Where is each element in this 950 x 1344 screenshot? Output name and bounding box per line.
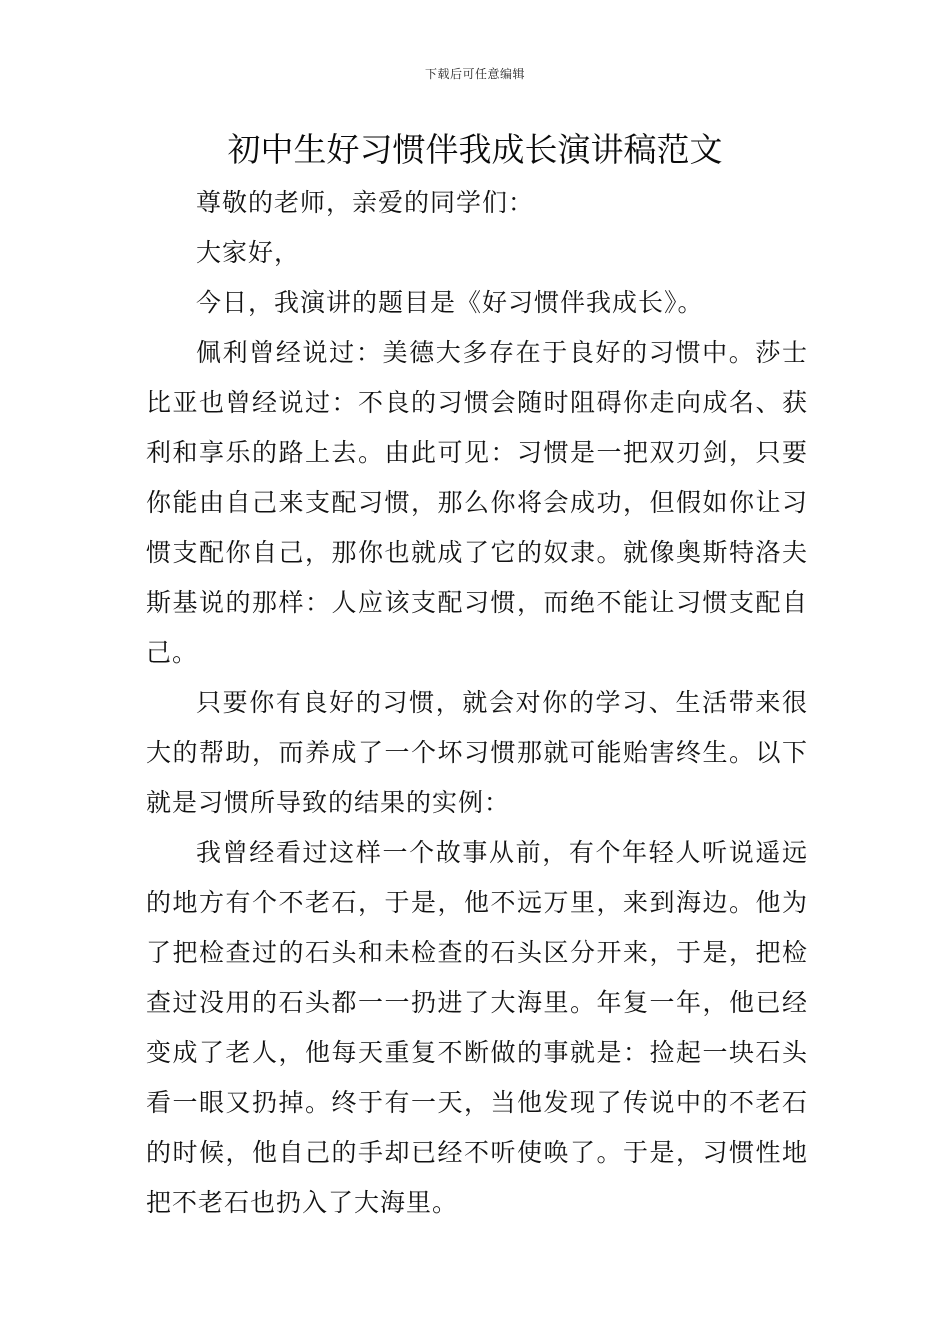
habit-benefit-paragraph: 只要你有良好的习惯，就会对你的学习、生活带来很大的帮助，而养成了一个坏习惯那就可能贻害终生。以下就是习惯所导致的结果的实例： (146, 688, 808, 817)
topic-paragraph: 今日，我演讲的题目是《好习惯伴我成长》。 (196, 288, 704, 317)
story-paragraph: 我曾经看过这样一个故事从前，有个年轻人听说遥远的地方有个不老石，于是，他不远万里，来到海边。他为了把检查过的石头和未检查的石头区分开来，于是，把检查过没用的石头都一一扔进了大海里。年复一年，他已经变成了老人，他每天重复不断做的事就是：捡起一块石头看一眼又扔掉。终于有一天，当他发现了传说中的不老石的时候，他自己的手却已经不听使唤了。于是，习惯性地把不老石也扔入了大海里。 (146, 838, 808, 1217)
quote-paragraph: 佩利曾经说过：美德大多存在于良好的习惯中。莎士比亚也曾经说过：不良的习惯会随时阻碍你走向成名、获利和享乐的路上去。由此可见：习惯是一把双刃剑，只要你能由自己来支配习惯，那么你将会成功，但假如你让习惯支配你自己，那你也就成了它的奴隶。就像奥斯特洛夫斯基说的那样：人应该支配习惯，而绝不能让习惯支配自己。 (146, 338, 808, 667)
document-title: 初中生好习惯伴我成长演讲稿范文 (227, 130, 723, 169)
document-body (146, 178, 808, 1228)
salutation-paragraph: 尊敬的老师，亲爱的同学们： (196, 188, 535, 217)
greeting-paragraph: 大家好， (196, 238, 301, 267)
header-note: 下载后可任意编辑 (424, 67, 525, 81)
